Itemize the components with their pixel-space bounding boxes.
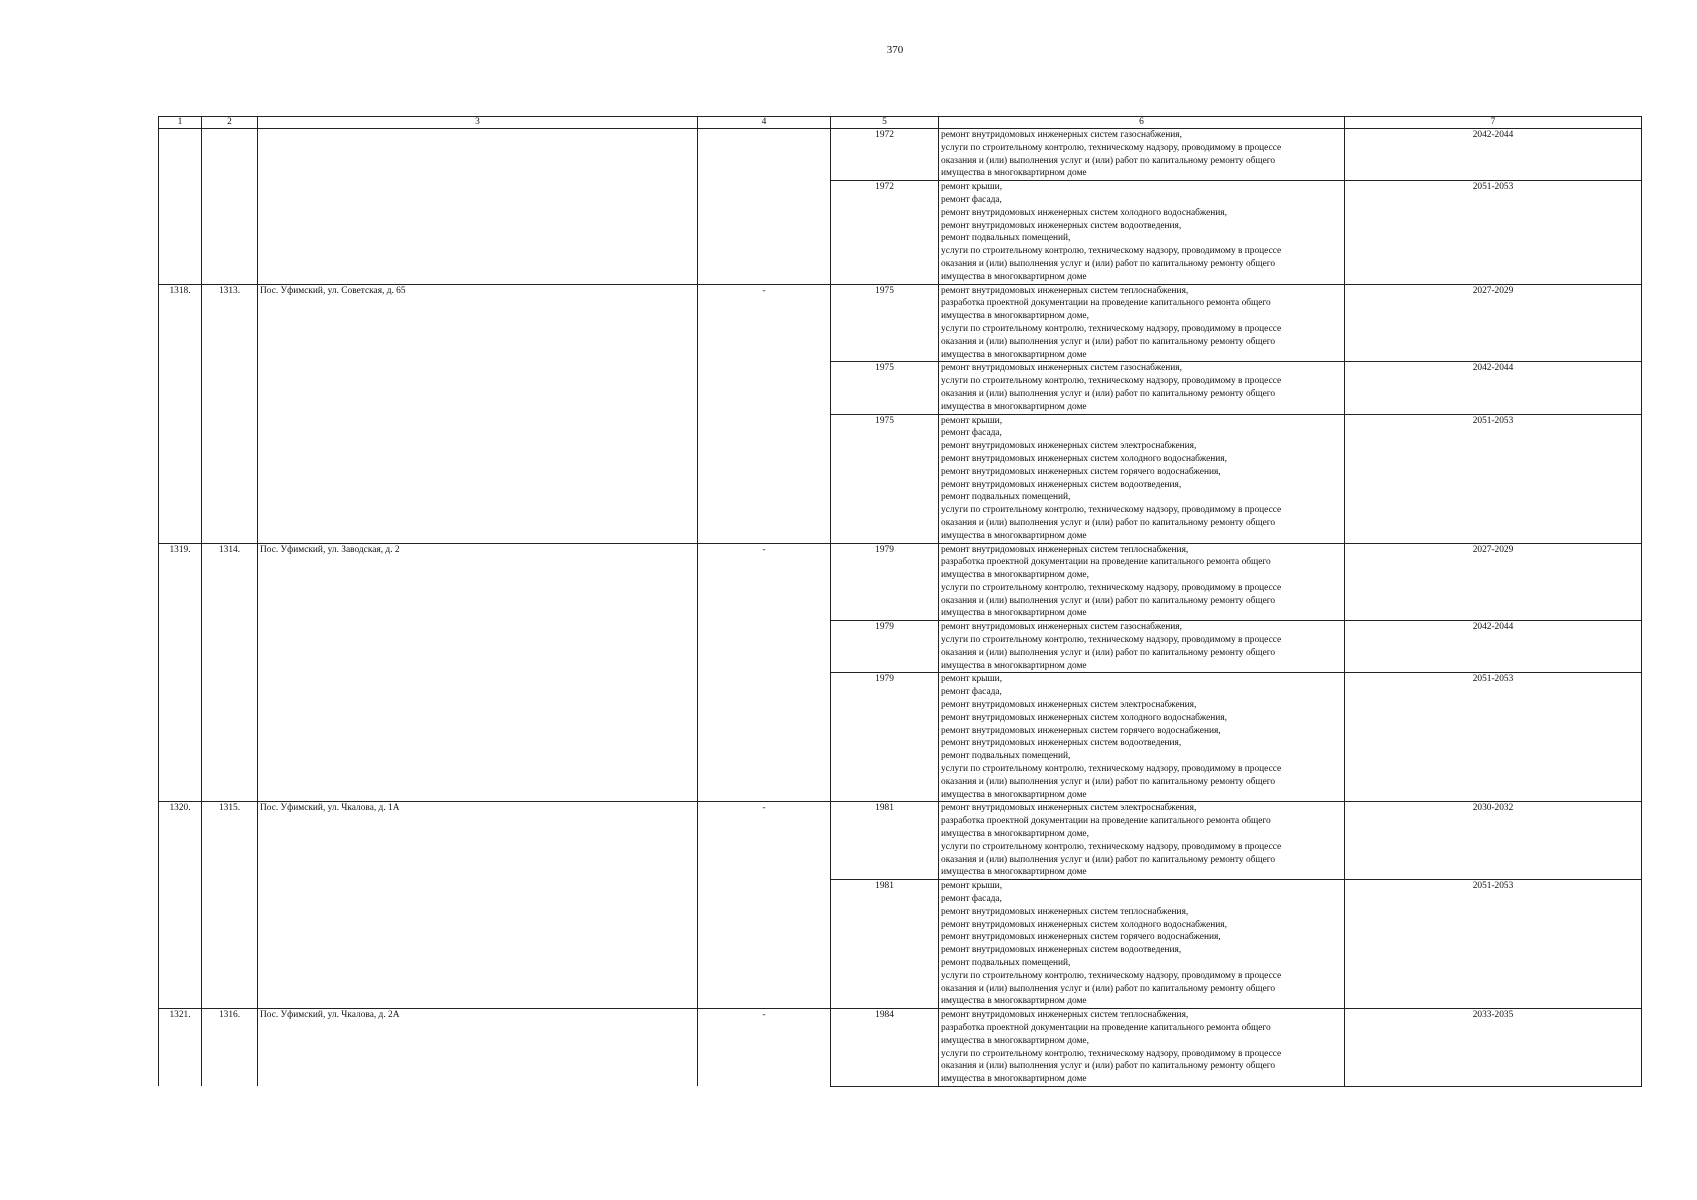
works-line: услуги по строительному контролю, техническому надзору, проводимому в процессе	[941, 970, 1282, 981]
works-line: ремонт внутридомовых инженерных систем холодного водоснабжения,	[941, 712, 1227, 723]
works-list	[941, 880, 1342, 1008]
cell-c5: 1979	[831, 621, 939, 673]
works-line: услуги по строительному контролю, техническому надзору, проводимому в процессе	[941, 323, 1282, 334]
works-line: имущества в многоквартирном доме	[941, 168, 1087, 179]
works-line: оказания и (или) выполнения услуг и (или) работ по капитальному ремонту общего	[941, 336, 1276, 347]
works-line: оказания и (или) выполнения услуг и (или) работ по капитальному ремонту общего	[941, 776, 1276, 787]
works-line: ремонт фасада,	[941, 194, 1002, 205]
header-col-3: 3	[258, 117, 698, 129]
cell-c5: 1975	[831, 414, 939, 543]
cell-c7: 2051-2053	[1345, 181, 1642, 284]
works-line: ремонт крыши,	[941, 182, 1003, 193]
works-line: ремонт крыши,	[941, 674, 1003, 685]
works-line: ремонт внутридомовых инженерных систем газоснабжения,	[941, 622, 1182, 633]
cell-c3: Пос. Уфимский, ул. Чкалова, д. 1А	[258, 802, 698, 880]
works-line: услуги по строительному контролю, техническому надзору, проводимому в процессе	[941, 635, 1282, 646]
cell-c1	[159, 673, 202, 802]
cell-c6	[939, 414, 1345, 543]
works-line: имущества в многоквартирном доме,	[941, 570, 1089, 581]
table-row	[159, 181, 1642, 284]
works-line: ремонт крыши,	[941, 881, 1003, 892]
cell-c3	[258, 129, 698, 181]
cell-c4	[698, 181, 831, 284]
cell-c5: 1981	[831, 880, 939, 1009]
cell-c6	[939, 880, 1345, 1009]
cell-c6	[939, 181, 1345, 284]
table-row	[159, 673, 1642, 802]
cell-c5: 1979	[831, 543, 939, 621]
cell-c7: 2042-2044	[1345, 129, 1642, 181]
works-line: ремонт фасада,	[941, 894, 1002, 905]
cell-c3	[258, 181, 698, 284]
cell-c1: 1320.	[159, 802, 202, 880]
works-line: услуги по строительному контролю, техническому надзору, проводимому в процессе	[941, 246, 1282, 257]
works-line: ремонт внутридомовых инженерных систем водоотведения,	[941, 738, 1182, 749]
cell-c6	[939, 621, 1345, 673]
works-line: оказания и (или) выполнения услуг и (или) работ по капитальному ремонту общего	[941, 595, 1276, 606]
works-line: имущества в многоквартирном доме	[941, 608, 1087, 619]
works-line: имущества в многоквартирном доме	[941, 271, 1087, 282]
table-row	[159, 621, 1642, 673]
cell-c7: 2033-2035	[1345, 1009, 1642, 1087]
cell-c2	[202, 181, 258, 284]
works-list	[941, 415, 1342, 543]
header-col-5: 5	[831, 117, 939, 129]
works-line: разработка проектной документации на проведение капитального ремонта общего	[941, 816, 1271, 827]
works-line: ремонт подвальных помещений,	[941, 233, 1071, 244]
works-line: имущества в многоквартирном доме	[941, 530, 1087, 541]
works-line: ремонт внутридомовых инженерных систем теплоснабжения,	[941, 1010, 1189, 1021]
works-line: ремонт внутридомовых инженерных систем теплоснабжения,	[941, 285, 1189, 296]
cell-c2	[202, 621, 258, 673]
works-line: имущества в многоквартирном доме,	[941, 311, 1089, 322]
cell-c4	[698, 362, 831, 414]
works-line: имущества в многоквартирном доме	[941, 1074, 1087, 1085]
cell-c6	[939, 673, 1345, 802]
works-line: ремонт внутридомовых инженерных систем холодного водоснабжения,	[941, 919, 1227, 930]
works-line: ремонт внутридомовых инженерных систем теплоснабжения,	[941, 906, 1189, 917]
cell-c1	[159, 181, 202, 284]
cell-c3: Пос. Уфимский, ул. Советская, д. 65	[258, 284, 698, 362]
works-list	[941, 621, 1342, 672]
cell-c4	[698, 880, 831, 1009]
table-row	[159, 543, 1642, 621]
table-row	[159, 802, 1642, 880]
cell-c7: 2042-2044	[1345, 621, 1642, 673]
works-line: услуги по строительному контролю, техническому надзору, проводимому в процессе	[941, 764, 1282, 775]
works-line: разработка проектной документации на проведение капитального ремонта общего	[941, 298, 1271, 309]
works-line: оказания и (или) выполнения услуг и (или) работ по капитальному ремонту общего	[941, 983, 1276, 994]
works-line: ремонт фасада,	[941, 428, 1002, 439]
header-row	[159, 117, 1642, 129]
cell-c6	[939, 284, 1345, 362]
capital-repair-table	[158, 116, 1642, 1087]
cell-c4	[698, 129, 831, 181]
cell-c4	[698, 673, 831, 802]
works-line: имущества в многоквартирном доме	[941, 867, 1087, 878]
works-line: услуги по строительному контролю, техническому надзору, проводимому в процессе	[941, 841, 1282, 852]
table-row	[159, 414, 1642, 543]
works-line: ремонт внутридомовых инженерных систем водоотведения,	[941, 220, 1182, 231]
works-line: ремонт внутридомовых инженерных систем теплоснабжения,	[941, 544, 1189, 555]
cell-c2: 1315.	[202, 802, 258, 880]
works-line: ремонт внутридомовых инженерных систем водоотведения,	[941, 945, 1182, 956]
works-line: оказания и (или) выполнения услуг и (или) работ по капитальному ремонту общего	[941, 1061, 1276, 1072]
table-row	[159, 129, 1642, 181]
header-col-1: 1	[159, 117, 202, 129]
page-number: 370	[886, 44, 904, 56]
cell-c3	[258, 414, 698, 543]
works-line: имущества в многоквартирном доме	[941, 789, 1087, 800]
cell-c4: -	[698, 284, 831, 362]
cell-c1: 1318.	[159, 284, 202, 362]
works-line: имущества в многоквартирном доме	[941, 401, 1087, 412]
works-list	[941, 802, 1342, 879]
table-row	[159, 362, 1642, 414]
cell-c7: 2051-2053	[1345, 673, 1642, 802]
cell-c5: 1972	[831, 129, 939, 181]
cell-c7: 2027-2029	[1345, 543, 1642, 621]
works-list	[941, 285, 1342, 362]
works-line: оказания и (или) выполнения услуг и (или) работ по капитальному ремонту общего	[941, 388, 1276, 399]
cell-c3: Пос. Уфимский, ул. Заводская, д. 2	[258, 543, 698, 621]
works-line: имущества в многоквартирном доме,	[941, 829, 1089, 840]
works-line: ремонт внутридомовых инженерных систем электроснабжения,	[941, 441, 1197, 452]
cell-c4: -	[698, 1009, 831, 1087]
cell-c3: Пос. Уфимский, ул. Чкалова, д. 2А	[258, 1009, 698, 1087]
works-line: услуги по строительному контролю, техническому надзору, проводимому в процессе	[941, 505, 1282, 516]
works-line: услуги по строительному контролю, техническому надзору, проводимому в процессе	[941, 1048, 1282, 1059]
cell-c5: 1975	[831, 362, 939, 414]
works-line: ремонт внутридомовых инженерных систем газоснабжения,	[941, 130, 1182, 140]
cell-c1	[159, 414, 202, 543]
works-line: разработка проектной документации на проведение капитального ремонта общего	[941, 1022, 1271, 1033]
works-line: имущества в многоквартирном доме,	[941, 1035, 1089, 1046]
works-line: ремонт внутридомовых инженерных систем горячего водоснабжения,	[941, 932, 1221, 943]
works-line: ремонт подвальных помещений,	[941, 958, 1071, 968]
cell-c5: 1979	[831, 673, 939, 802]
works-line: услуги по строительному контролю, техническому надзору, проводимому в процессе	[941, 142, 1282, 153]
works-line: имущества в многоквартирном доме	[941, 996, 1087, 1007]
cell-c5: 1981	[831, 802, 939, 880]
works-line: услуги по строительному контролю, техническому надзору, проводимому в процессе	[941, 376, 1282, 387]
cell-c6	[939, 362, 1345, 414]
works-line: ремонт внутридомовых инженерных систем горячего водоснабжения,	[941, 466, 1221, 477]
works-line: оказания и (или) выполнения услуг и (или) работ по капитальному ремонту общего	[941, 258, 1276, 269]
cell-c1	[159, 362, 202, 414]
cell-c4	[698, 621, 831, 673]
cell-c1	[159, 129, 202, 181]
works-list	[941, 673, 1342, 801]
table-row	[159, 1009, 1642, 1087]
works-line: ремонт внутридомовых инженерных систем холодного водоснабжения,	[941, 453, 1227, 464]
cell-c4: -	[698, 802, 831, 880]
header-col-7: 7	[1345, 117, 1642, 129]
table-body	[159, 129, 1642, 1087]
cell-c2	[202, 880, 258, 1009]
works-list	[941, 544, 1342, 621]
cell-c3	[258, 673, 698, 802]
cell-c6	[939, 802, 1345, 880]
cell-c1: 1321.	[159, 1009, 202, 1087]
works-line: ремонт внутридомовых инженерных систем холодного водоснабжения,	[941, 207, 1227, 218]
cell-c3	[258, 362, 698, 414]
cell-c2: 1316.	[202, 1009, 258, 1087]
cell-c1: 1319.	[159, 543, 202, 621]
works-list	[941, 1009, 1342, 1086]
cell-c7: 2051-2053	[1345, 880, 1642, 1009]
works-line: ремонт подвальных помещений,	[941, 492, 1071, 503]
works-line: имущества в многоквартирном доме	[941, 349, 1087, 360]
works-list	[941, 181, 1342, 283]
works-line: ремонт внутридомовых инженерных систем электроснабжения,	[941, 803, 1197, 814]
works-line: оказания и (или) выполнения услуг и (или) работ по капитальному ремонту общего	[941, 647, 1276, 658]
cell-c3	[258, 621, 698, 673]
cell-c2: 1314.	[202, 543, 258, 621]
cell-c2: 1313.	[202, 284, 258, 362]
works-line: имущества в многоквартирном доме	[941, 660, 1087, 671]
works-line: оказания и (или) выполнения услуг и (или) работ по капитальному ремонту общего	[941, 517, 1276, 528]
cell-c5: 1975	[831, 284, 939, 362]
table-row	[159, 880, 1642, 1009]
works-line: разработка проектной документации на проведение капитального ремонта общего	[941, 557, 1271, 568]
works-list	[941, 129, 1342, 180]
cell-c4: -	[698, 543, 831, 621]
cell-c4	[698, 414, 831, 543]
cell-c5: 1972	[831, 181, 939, 284]
header-col-2: 2	[202, 117, 258, 129]
header-col-4: 4	[698, 117, 831, 129]
works-list	[941, 362, 1342, 413]
cell-c7: 2027-2029	[1345, 284, 1642, 362]
cell-c7: 2030-2032	[1345, 802, 1642, 880]
works-line: ремонт внутридомовых инженерных систем газоснабжения,	[941, 363, 1182, 374]
cell-c3	[258, 880, 698, 1009]
works-line: оказания и (или) выполнения услуг и (или) работ по капитальному ремонту общего	[941, 155, 1276, 166]
table-row	[159, 284, 1642, 362]
works-line: ремонт крыши,	[941, 415, 1003, 426]
cell-c2	[202, 414, 258, 543]
cell-c1	[159, 880, 202, 1009]
cell-c7: 2042-2044	[1345, 362, 1642, 414]
header-col-6: 6	[939, 117, 1345, 129]
cell-c6	[939, 129, 1345, 181]
works-line: оказания и (или) выполнения услуг и (или) работ по капитальному ремонту общего	[941, 854, 1276, 865]
cell-c7: 2051-2053	[1345, 414, 1642, 543]
works-line: ремонт подвальных помещений,	[941, 751, 1071, 762]
cell-c5: 1984	[831, 1009, 939, 1087]
cell-c1	[159, 621, 202, 673]
cell-c2	[202, 362, 258, 414]
works-line: ремонт внутридомовых инженерных систем водоотведения,	[941, 479, 1182, 490]
cell-c6	[939, 543, 1345, 621]
works-line: ремонт фасада,	[941, 687, 1002, 698]
cell-c2	[202, 129, 258, 181]
works-line: ремонт внутридомовых инженерных систем электроснабжения,	[941, 700, 1197, 711]
cell-c6	[939, 1009, 1345, 1087]
works-line: ремонт внутридомовых инженерных систем горячего водоснабжения,	[941, 725, 1221, 736]
cell-c2	[202, 673, 258, 802]
works-line: услуги по строительному контролю, техническому надзору, проводимому в процессе	[941, 582, 1282, 593]
